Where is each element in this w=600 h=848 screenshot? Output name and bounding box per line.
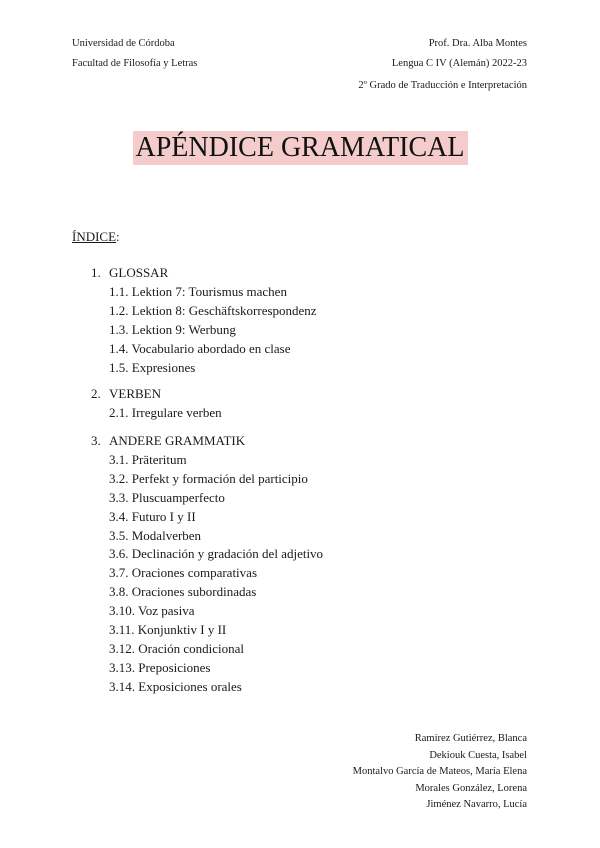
- toc-item-number: 3.6.: [109, 546, 129, 562]
- toc-item: [109, 471, 308, 487]
- toc-item: [109, 341, 290, 357]
- toc-item-label: Voz pasiva: [138, 603, 195, 619]
- author-name: Ramírez Gutiérrez, Blanca: [414, 733, 527, 744]
- toc-item-number: 3.4.: [109, 508, 129, 524]
- toc-item: [109, 565, 257, 581]
- toc-item: [109, 405, 222, 421]
- toc-item-label: Oraciones comparativas: [131, 565, 258, 581]
- toc-item: [109, 322, 236, 338]
- toc-item-label: Irregulare verben: [131, 404, 222, 420]
- toc-item: [109, 303, 317, 319]
- author-name: Jiménez Navarro, Lucía: [426, 799, 527, 810]
- index-colon: :: [116, 229, 120, 244]
- toc-item-number: 3.7.: [109, 565, 129, 581]
- toc-item: [109, 603, 194, 619]
- toc-item-number: 1.2.: [109, 302, 129, 318]
- toc-item-number: 3.14.: [109, 678, 135, 694]
- section-title: ANDERE GRAMMATIK: [109, 433, 246, 448]
- title-container: [0, 131, 600, 165]
- toc-item-number: 1.3.: [109, 321, 129, 337]
- toc-item: [109, 490, 225, 506]
- toc-item-label: Exposiciones orales: [138, 678, 242, 694]
- toc-item-number: 3.10.: [109, 603, 135, 619]
- toc-item-label: Pluscuamperfecto: [131, 489, 225, 505]
- toc-item-number: 3.3.: [109, 489, 129, 505]
- header-course: Lengua C IV (Alemán) 2022-23: [391, 58, 527, 69]
- toc-item-number: 1.5.: [109, 359, 129, 375]
- header-professor: Prof. Dra. Alba Montes: [428, 38, 527, 49]
- toc-item: [109, 360, 195, 376]
- toc-item-number: 3.5.: [109, 527, 129, 543]
- toc-item-number: 3.12.: [109, 640, 135, 656]
- author-name: Morales González, Lorena: [415, 782, 527, 794]
- toc-item: [109, 679, 242, 695]
- toc-item-number: 1.1.: [109, 283, 129, 299]
- toc-item-number: 3.1.: [109, 451, 129, 467]
- toc-item-label: Modalverben: [131, 527, 202, 543]
- author-name: Dekiouk Cuesta, Isabel: [429, 749, 527, 761]
- toc-item: [109, 284, 287, 300]
- toc-item: [109, 622, 226, 638]
- toc-item: [109, 452, 187, 468]
- section-number: 3.: [91, 433, 101, 448]
- toc-item-number: 3.2.: [109, 470, 129, 486]
- toc-item-number: 3.8.: [109, 584, 129, 600]
- toc-item-label: Oraciones subordinadas: [131, 584, 257, 600]
- header-degree: 2º Grado de Traducción e Interpretación: [358, 80, 527, 91]
- section-title: GLOSSAR: [109, 265, 169, 280]
- page-title: APÉNDICE GRAMATICAL: [133, 131, 468, 165]
- section-number: 1.: [91, 265, 101, 280]
- toc-item-number: 3.11.: [109, 622, 135, 637]
- toc-item-label: Declinación y gradación del adjetivo: [131, 546, 324, 562]
- toc-item: [109, 660, 210, 676]
- toc-item: [109, 546, 323, 562]
- index-heading: [72, 229, 120, 245]
- header-university: Universidad de Córdoba: [72, 38, 175, 49]
- author-name: Montalvo García de Mateos, María Elena: [352, 766, 527, 777]
- section-title: VERBEN: [109, 386, 161, 401]
- authors-block: [353, 731, 527, 814]
- toc-item: [109, 641, 244, 657]
- toc-item-label: Lektion 9: Werbung: [131, 321, 236, 337]
- toc-item-label: Oración condicional: [138, 640, 245, 656]
- toc-item-number: 2.1.: [109, 404, 129, 420]
- header-faculty: Facultad de Filosofía y Letras: [72, 58, 198, 69]
- toc-item-label: Vocabulario abordado en clase: [131, 340, 291, 356]
- toc-item-label: Expresiones: [131, 359, 196, 375]
- toc-item-label: Präteritum: [131, 451, 187, 467]
- toc-item-label: Preposiciones: [138, 659, 211, 675]
- toc-item-label: Konjunktiv I y II: [137, 622, 227, 637]
- section-number: 2.: [91, 386, 101, 401]
- toc-item-number: 1.4.: [109, 340, 129, 356]
- toc-item-label: Lektion 7: Tourismus machen: [131, 283, 287, 299]
- toc-item-label: Perfekt y formación del participio: [131, 470, 308, 486]
- toc-item-number: 3.13.: [109, 659, 135, 675]
- toc-item-label: Futuro I y II: [131, 508, 196, 524]
- toc-item: [109, 528, 201, 544]
- toc-item: [109, 584, 256, 600]
- toc-item: [109, 509, 196, 525]
- toc-item-label: Lektion 8: Geschäftskorrespondenz: [131, 302, 317, 318]
- index-label: ÍNDICE: [72, 229, 117, 244]
